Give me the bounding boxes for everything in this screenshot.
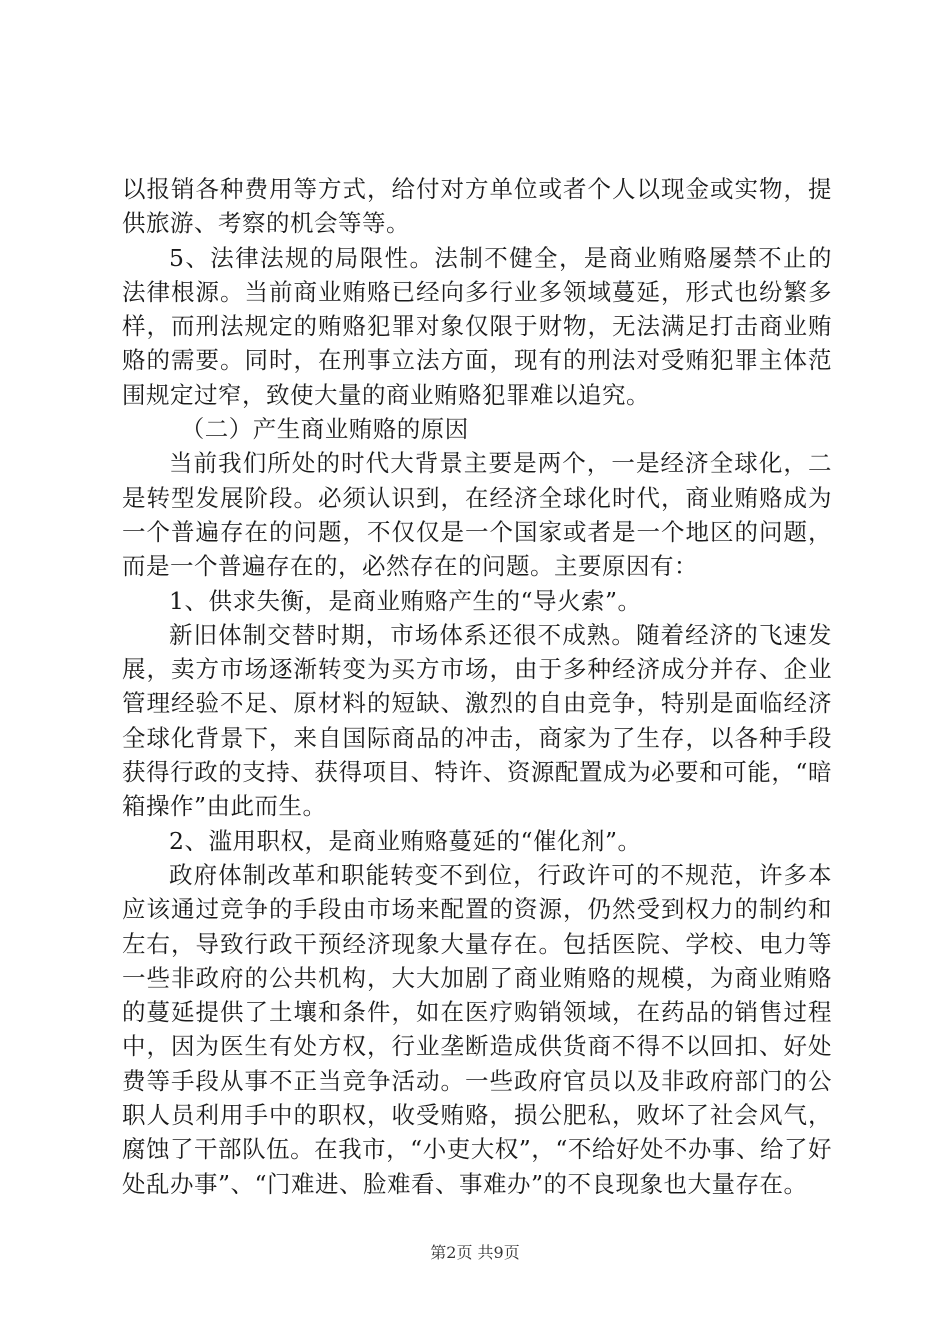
paragraph-background: 当前我们所处的时代大背景主要是两个，一是经济全球化，二是转型发展阶段。必须认识到，在经济全球化时代，商业贿赂成为一个普遍存在的问题，不仅仅是一个国家或者是一个地区的问题，而是一个普遍存在的，必然存在的问题。主要原因有： <box>122 449 832 581</box>
paragraph-cause-2-body: 政府体制改革和职能转变不到位，行政许可的不规范，许多本应该通过竞争的手段由市场来配置的资源，仍然受到权力的制约和左右，导致行政干预经济现象大量存在。包括医院、学校、电力等一些非政府的公共机构，大大加剧了商业贿赂的规模，为商业贿赂的蔓延提供了土壤和条件，如在医疗购销领域，在药品的销售过程中，因为医生有处方权，行业垄断造成供货商不得不以回扣、好处费等手段从事不正当竞争活动。一些政府官员以及非政府部门的公职人员利用手中的职权，收受贿赂，损公肥私，败坏了社会风气，腐蚀了干部队伍。在我市，“小吏大权”，“不给好处不办事、给了好处乱办事”、“门难进、脸难看、事难办”的不良现象也大量存在。 <box>122 860 832 1198</box>
section-heading-causes: （二）产生商业贿赂的原因 <box>180 415 469 444</box>
page-number-label: 第2页 共9页 <box>430 1243 520 1262</box>
paragraph-cause-1-body: 新旧体制交替时期，市场体系还很不成熟。随着经济的飞速发展，卖方市场逐渐转变为买方市场，由于多种经济成分并存、企业管理经验不足、原材料的短缺、激烈的自由竞争，特别是面临经济全球化背景下，来自国际商品的冲击，商家为了生存，以各种手段获得行政的支持、获得项目、特许、资源配置成为必要和可能，“暗箱操作”由此而生。 <box>122 620 832 821</box>
paragraph-legal-limitations: 5、法律法规的局限性。法制不健全，是商业贿赂屡禁不止的法律根源。当前商业贿赂已经向多行业多领域蔓延，形式也纷繁多样，而刑法规定的贿赂犯罪对象仅限于财物，无法满足打击商业贿赂的需要。同时，在刑事立法方面，现有的刑法对受贿犯罪主体范围规定过窄，致使大量的商业贿赂犯罪难以追究。 <box>122 243 832 409</box>
page-footer <box>0 1243 950 1263</box>
paragraph-cause-2-title: 2、滥用职权，是商业贿赂蔓延的“催化剂”。 <box>169 826 642 855</box>
document-body <box>122 172 832 1201</box>
paragraph-cause-1-title: 1、供求失衡，是商业贿赂产生的“导火索”。 <box>169 586 642 615</box>
paragraph-continuation: 以报销各种费用等方式，给付对方单位或者个人以现金或实物，提供旅游、考察的机会等等。 <box>122 175 832 238</box>
